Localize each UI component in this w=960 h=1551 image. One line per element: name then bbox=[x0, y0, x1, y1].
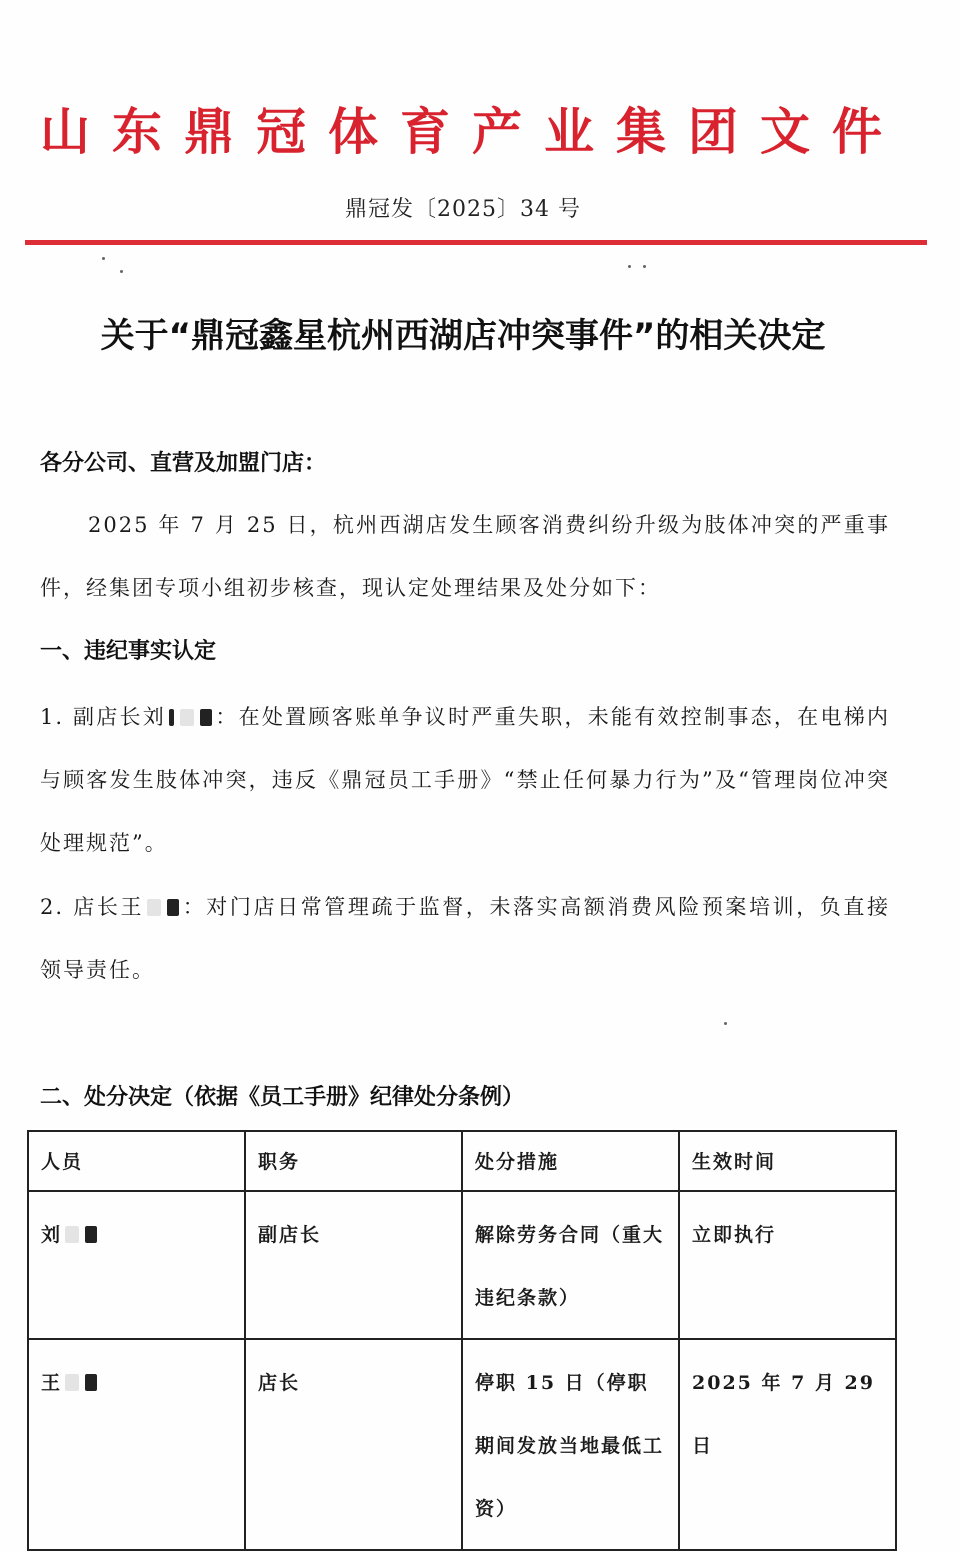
table-header-row bbox=[28, 1131, 896, 1191]
redaction-block bbox=[85, 1374, 97, 1391]
redaction-block bbox=[85, 1226, 97, 1243]
scan-speck bbox=[643, 265, 646, 268]
header-cell-position: 职务 bbox=[245, 1131, 462, 1191]
cell-measure: 停职 15 日（停职期间发放当地最低工资） bbox=[462, 1339, 679, 1550]
cell-position: 店长 bbox=[245, 1339, 462, 1550]
fact-item-2 bbox=[40, 876, 890, 1002]
cell-person: 王 bbox=[28, 1339, 245, 1550]
header-cell-measure: 处分措施 bbox=[462, 1131, 679, 1191]
redaction-block bbox=[147, 899, 161, 916]
intro-paragraph: 2025 年 7 月 25 日，杭州西湖店发生顾客消费纠纷升级为肢体冲突的严重事件，经集团专项小组初步核查，现认定处理结果及处分如下： bbox=[40, 513, 890, 600]
header-cell-person: 人员 bbox=[28, 1131, 245, 1191]
table-row bbox=[28, 1191, 896, 1339]
red-divider bbox=[25, 240, 927, 245]
fact-item-1-text: ：在处置顾客账单争议时严重失职，未能有效控制事态，在电梯内与顾客发生肢体冲突，违反《鼎冠员工手册》“禁止任何暴力行为”及“管理岗位冲突处理规范”。 bbox=[40, 705, 890, 855]
redaction-block bbox=[65, 1226, 79, 1243]
redaction-block bbox=[65, 1374, 79, 1391]
cell-person: 刘 bbox=[28, 1191, 245, 1339]
penalty-table bbox=[27, 1130, 897, 1551]
section-heading-decision: 二、处分决定（依据《员工手册》纪律处分条例） bbox=[40, 1085, 525, 1110]
scan-speck bbox=[628, 265, 631, 268]
redaction-block bbox=[180, 709, 194, 726]
cell-measure: 解除劳务合同（重大违纪条款） bbox=[462, 1191, 679, 1339]
header-cell-effective: 生效时间 bbox=[679, 1131, 896, 1191]
section-heading-facts: 一、违纪事实认定 bbox=[40, 639, 217, 664]
salutation: 各分公司、直营及加盟门店： bbox=[40, 451, 327, 476]
redaction-block bbox=[200, 709, 212, 726]
doc-number: 鼎冠发〔2025〕34 号 bbox=[345, 197, 581, 222]
scan-speck bbox=[102, 257, 105, 260]
scan-speck bbox=[120, 270, 123, 273]
cell-effective: 立即执行 bbox=[679, 1191, 896, 1339]
cell-position: 副店长 bbox=[245, 1191, 462, 1339]
org-title: 山东鼎冠体育产业集团文件 bbox=[40, 103, 904, 161]
fact-item-2-prefix: 2. 店长王 bbox=[40, 895, 145, 919]
cell-effective: 2025 年 7 月 29 日 bbox=[679, 1339, 896, 1550]
fact-item-2-text: ：对门店日常管理疏于监督，未落实高额消费风险预案培训，负直接领导责任。 bbox=[40, 895, 891, 982]
redaction-block bbox=[169, 709, 174, 726]
scan-speck bbox=[724, 1022, 727, 1025]
fact-item-1 bbox=[40, 686, 890, 875]
fact-item-1-prefix: 1. 副店长刘 bbox=[40, 705, 167, 729]
redaction-block bbox=[167, 899, 179, 916]
document-headline: 关于“鼎冠鑫星杭州西湖店冲突事件”的相关决定 bbox=[100, 316, 826, 356]
table-row bbox=[28, 1339, 896, 1550]
